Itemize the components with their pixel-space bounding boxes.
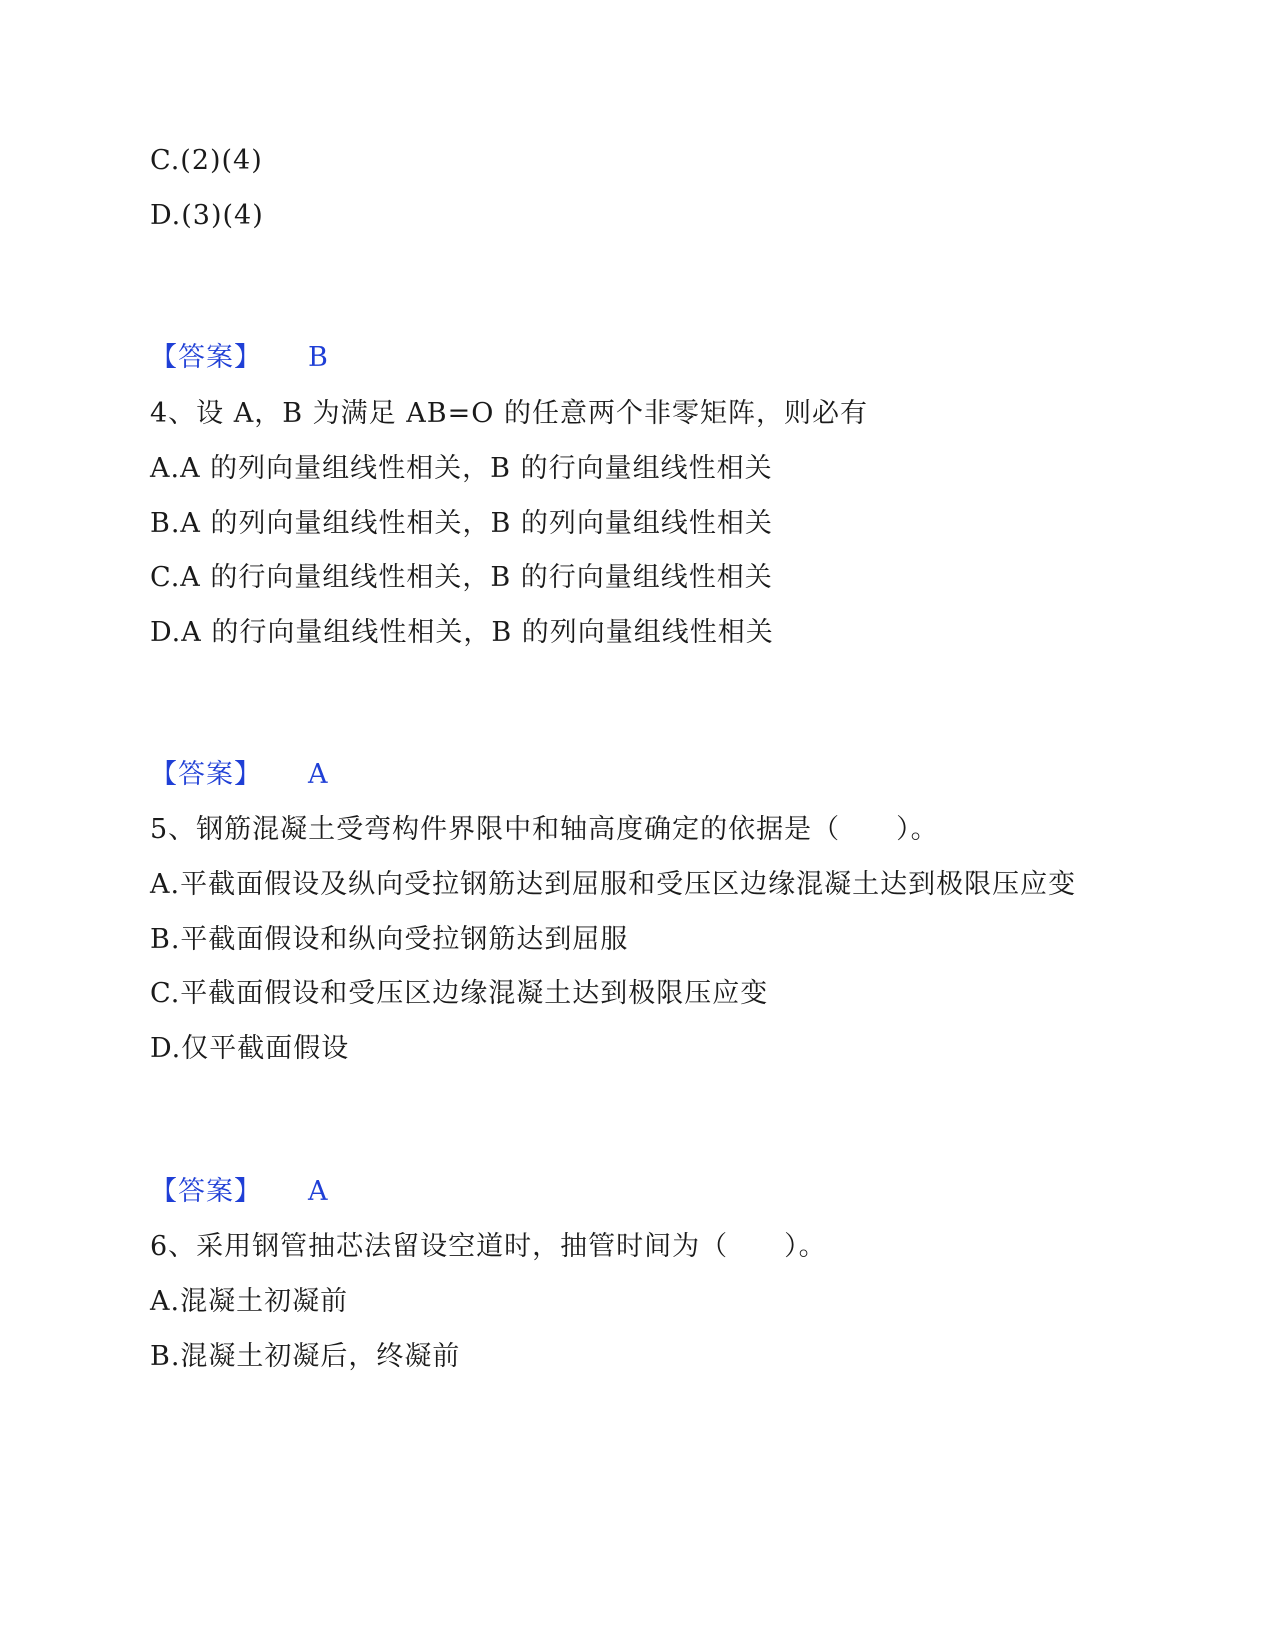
q4-option-b: B.A 的列向量组线性相关，B 的列向量组线性相关 (150, 508, 773, 539)
q5-answer (150, 1174, 329, 1210)
q6-option-b: B.混凝土初凝后，终凝前 (150, 1341, 461, 1372)
q4-option-d: D.A 的行向量组线性相关，B 的列向量组线性相关 (150, 617, 774, 648)
q5-option-a: A.平截面假设及纵向受拉钢筋达到屈服和受压区边缘混凝土达到极限压应变 (150, 869, 1077, 900)
q6-option-a: A.混凝土初凝前 (150, 1286, 349, 1317)
q5-option-c: C.平截面假设和受压区边缘混凝土达到极限压应变 (150, 978, 769, 1009)
answer-label: 【答案】 (150, 1176, 262, 1207)
q5-stem: 5、钢筋混凝土受弯构件界限中和轴高度确定的依据是（ ）。 (150, 814, 939, 845)
q3-answer (150, 340, 329, 376)
q5-option-b: B.平截面假设和纵向受拉钢筋达到屈服 (150, 924, 629, 955)
q5-option-d: D.仅平截面假设 (150, 1033, 350, 1064)
q4-option-a: A.A 的列向量组线性相关，B 的行向量组线性相关 (150, 453, 773, 484)
q4-answer (150, 757, 329, 793)
q4-stem: 4、设 A，B 为满足 AB=O 的任意两个非零矩阵，则必有 (150, 398, 868, 429)
answer-value: B (308, 342, 329, 373)
answer-value: A (308, 759, 329, 790)
q6-stem: 6、采用钢管抽芯法留设空道时，抽管时间为（ ）。 (150, 1231, 827, 1262)
q3-option-c: C.(2)(4) (150, 145, 263, 176)
answer-value: A (308, 1176, 329, 1207)
q4-option-c: C.A 的行向量组线性相关，B 的行向量组线性相关 (150, 562, 773, 593)
answer-label: 【答案】 (150, 759, 262, 790)
q3-option-d: D.(3)(4) (150, 200, 264, 231)
answer-label: 【答案】 (150, 342, 262, 373)
